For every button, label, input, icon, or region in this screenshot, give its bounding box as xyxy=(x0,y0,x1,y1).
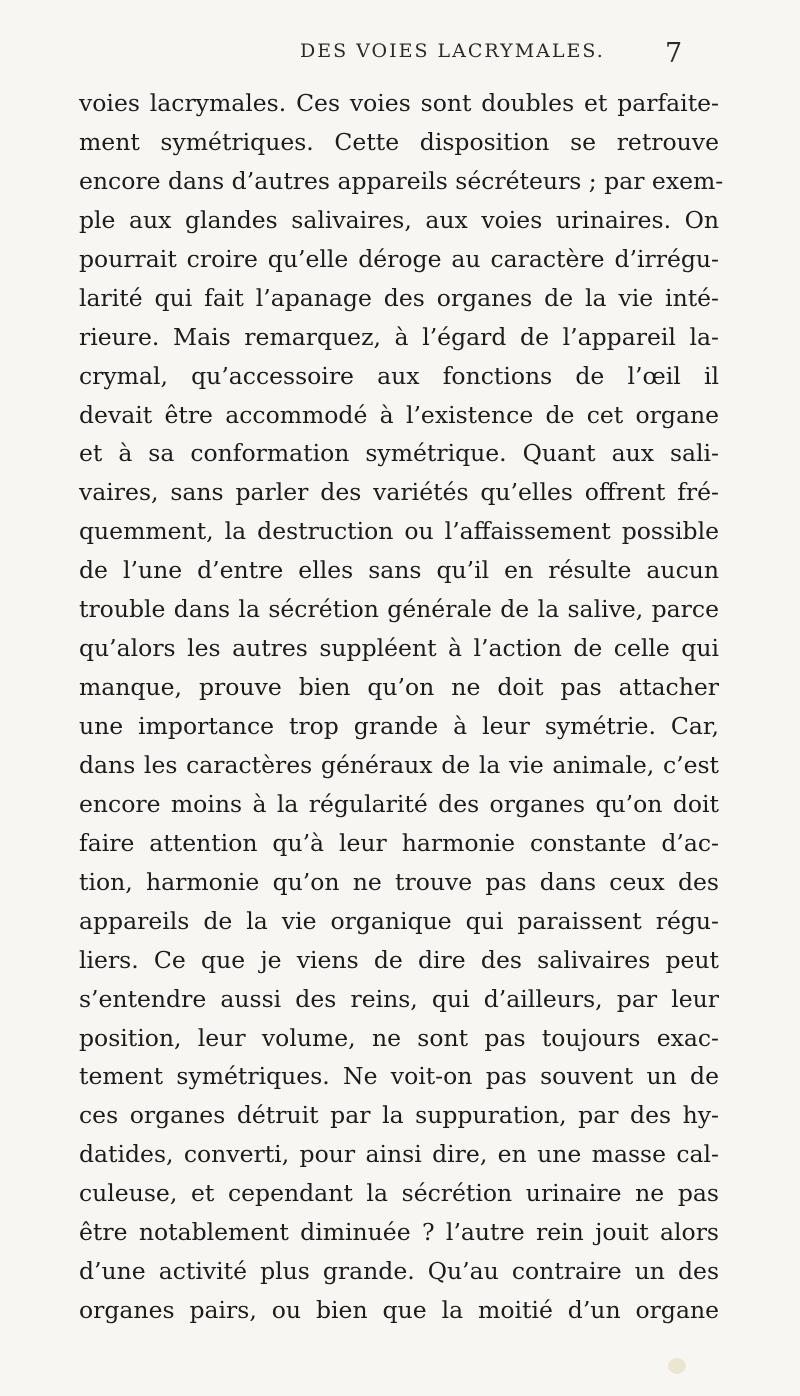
text-line: encore dans d’autres appareils sécréteurs ; par exem- xyxy=(79,166,724,195)
text-line: organes pairs, ou bien que la moitié d’un organe xyxy=(79,1296,719,1325)
text-line: voies lacrymales. Ces voies sont doubles et parfaite- xyxy=(79,89,719,117)
text-line: faire attention qu’à leur harmonie constante d’ac- xyxy=(79,828,719,857)
text-line: culeuse, et cependant la sécrétion urinaire ne pas xyxy=(79,1179,719,1208)
text-line: et à sa conformation symétrique. Quant aux sali- xyxy=(79,439,719,468)
text-line: appareils de la vie organique qui paraissent régu- xyxy=(79,906,719,935)
text-line: d’une activité plus grande. Qu’au contraire un des xyxy=(79,1257,719,1286)
text-line: tement symétriques. Ne voit-on pas souvent un de xyxy=(79,1062,719,1091)
text-line: liers. Ce que je viens de dire des salivaires peut xyxy=(79,945,719,974)
text-line: crymal, qu’accessoire aux fonctions de l’œil il xyxy=(79,361,719,390)
library-stamp-mark xyxy=(668,1358,686,1374)
text-line: quemment, la destruction ou l’affaissement possible xyxy=(79,517,719,546)
text-line: datides, converti, pour ainsi dire, en une masse cal- xyxy=(79,1140,719,1169)
text-line: ment symétriques. Cette disposition se retrouve xyxy=(79,127,719,156)
text-line: une importance trop grande à leur symétrie. Car, xyxy=(79,712,719,740)
text-line: s’entendre aussi des reins, qui d’ailleurs, par leur xyxy=(79,984,719,1013)
text-line: tion, harmonie qu’on ne trouve pas dans ceux des xyxy=(79,867,719,896)
running-head: DES VOIES LACRYMALES. xyxy=(300,40,605,62)
text-line: larité qui fait l’apanage des organes de la vie inté- xyxy=(79,283,719,312)
text-line: qu’alors les autres suppléent à l’action de celle qui xyxy=(79,634,719,663)
body-text xyxy=(79,84,724,1330)
text-line: trouble dans la sécrétion générale de la salive, parce xyxy=(79,595,719,624)
text-line: ple aux glandes salivaires, aux voies urinaires. On xyxy=(79,205,719,234)
text-line: vaires, sans parler des variétés qu’elles offrent fré- xyxy=(79,478,719,507)
text-line: position, leur volume, ne sont pas toujours exac- xyxy=(79,1023,719,1052)
text-line: de l’une d’entre elles sans qu’il en résulte aucun xyxy=(79,556,719,585)
text-line: dans les caractères généraux de la vie animale, c’est xyxy=(79,750,719,779)
text-line: encore moins à la régularité des organes qu’on doit xyxy=(79,789,719,818)
text-line: ces organes détruit par la suppuration, par des hy- xyxy=(79,1101,719,1130)
text-line: manque, prouve bien qu’on ne doit pas attacher xyxy=(79,673,719,702)
text-line: rieure. Mais remarquez, à l’égard de l’appareil la- xyxy=(79,322,719,351)
page-number: 7 xyxy=(665,38,683,69)
text-line: pourrait croire qu’elle déroge au caractère d’irrégu- xyxy=(79,244,719,273)
text-line: devait être accommodé à l’existence de cet organe xyxy=(79,400,719,429)
text-line: être notablement diminuée ? l’autre rein jouit alors xyxy=(79,1218,719,1247)
